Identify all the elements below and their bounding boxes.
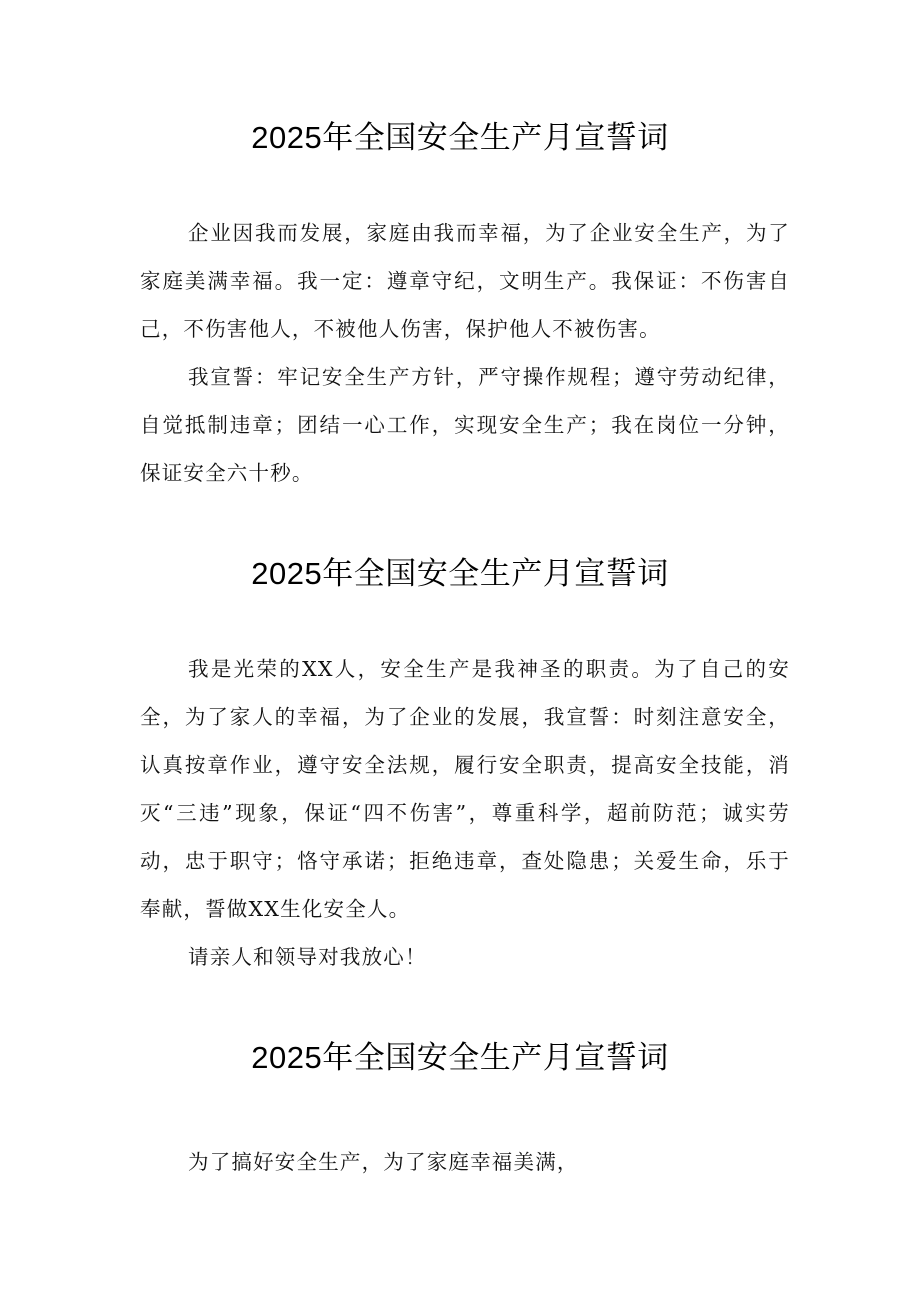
section-title-1: 2025年全国安全生产月宣誓词 <box>251 120 669 155</box>
pledge-paragraph: 我宣誓：牢记安全生产方针，严守操作规程；遵守劳动纪律，自觉抵制违章；团结一心工作，实现安全生产；我在岗位一分钟，保证安全六十秒。 <box>140 365 790 485</box>
pledge-paragraph: 企业因我而发展，家庭由我而幸福，为了企业安全生产，为了家庭美满幸福。我一定：遵章守纪，文明生产。我保证：不伤害自己，不伤害他人，不被他人伤害，保护他人不被伤害。 <box>140 221 790 341</box>
pledge-paragraph: 我是光荣的XX人，安全生产是我神圣的职责。为了自己的安全，为了家人的幸福，为了企业的发展，我宣誓：时刻注意安全，认真按章作业，遵守安全法规，履行安全职责，提高安全技能，消灭“三违”现象，保证“四不伤害”，尊重科学，超前防范；诚实劳动，忠于职守；恪守承诺；拒绝违章，查处隐患；关爱生命，乐于奉献，誓做XX生化安全人。 <box>140 657 790 921</box>
section-title-2: 2025年全国安全生产月宣誓词 <box>251 556 669 591</box>
section-title-3: 2025年全国安全生产月宣誓词 <box>251 1040 669 1075</box>
pledge-paragraph: 为了搞好安全生产，为了家庭幸福美满， <box>188 1150 579 1174</box>
pledge-paragraph: 请亲人和领导对我放心！ <box>188 945 427 969</box>
